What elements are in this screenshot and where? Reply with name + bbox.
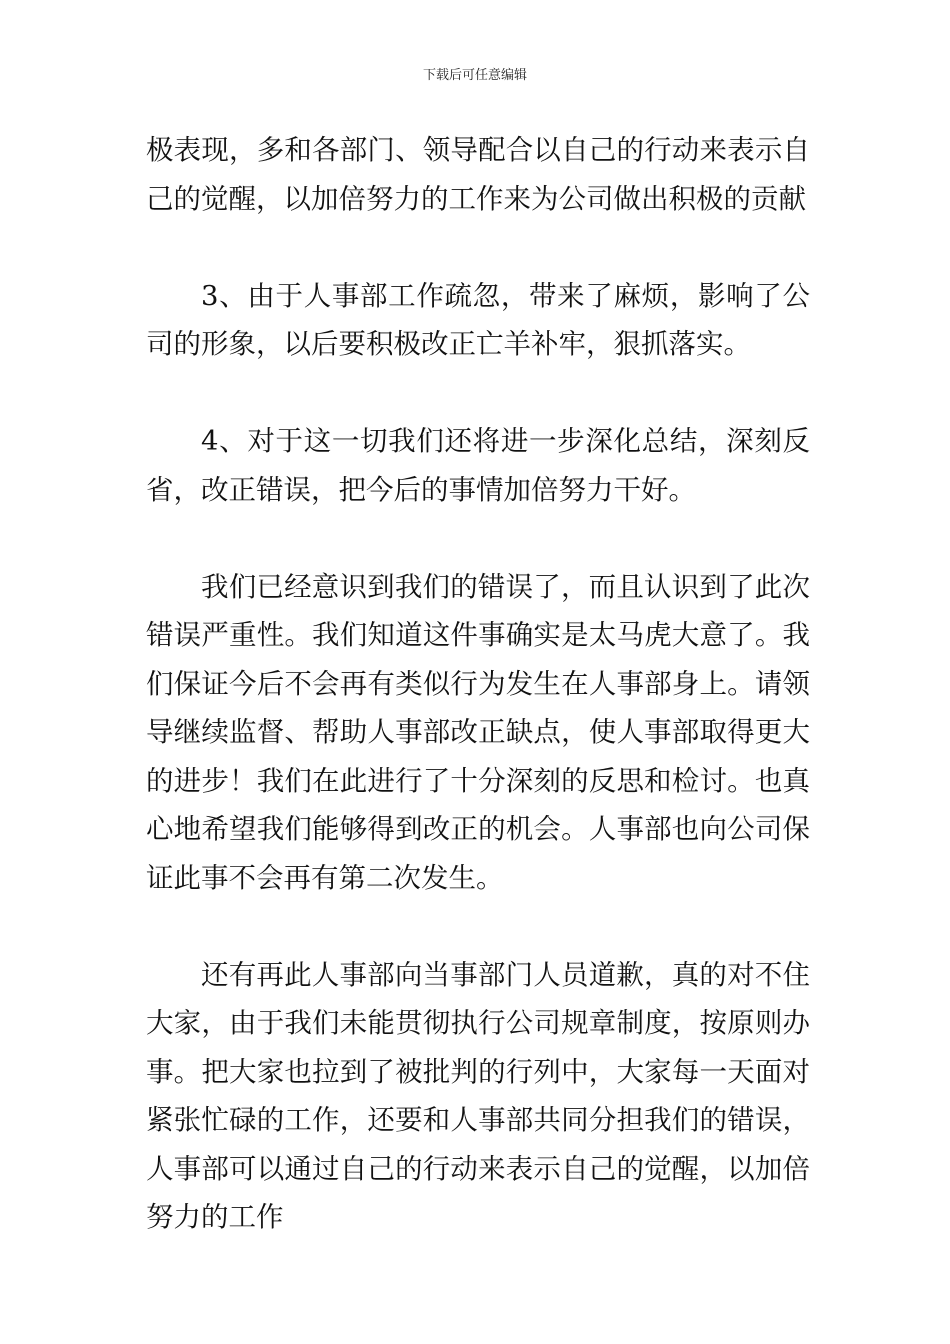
paragraph-4: 我们已经意识到我们的错误了，而且认识到了此次错误严重性。我们知道这件事确实是太马虎大意了。我们保证今后不会再有类似行为发生在人事部身上。请领导继续监督、帮助人事部改正缺点，使人事部取得更大的进步！我们在此进行了十分深刻的反思和检讨。也真心地希望我们能够得到改正的机会。人事部也向公司保证此事不会再有第二次发生。 (146, 570, 810, 894)
paragraph-gap (146, 514, 810, 563)
paragraph-5: 还有再此人事部向当事部门人员道歉，真的对不住大家，由于我们未能贯彻执行公司规章制度，按原则办事。把大家也拉到了被批判的行列中，大家每一天面对紧张忙碌的工作，还要和人事部共同分担我们的错误，人事部可以通过自己的行动来表示自己的觉醒，以加倍努力的工作 (146, 958, 810, 1233)
paragraph-gap (146, 902, 810, 951)
paragraph-2: 3、由于人事部工作疏忽，带来了麻烦，影响了公司的形象，以后要积极改正亡羊补牢，狠抓落实。 (146, 279, 810, 360)
paragraph-1: 极表现，多和各部门、领导配合以自己的行动来表示自己的觉醒，以加倍努力的工作来为公司做出积极的贡献 (146, 134, 810, 215)
paragraph-gap (146, 223, 810, 272)
paragraph-gap (146, 369, 810, 418)
page-header: 下载后可任意编辑 (422, 68, 527, 83)
document-body (146, 126, 810, 1242)
paragraph-3: 4、对于这一切我们还将进一步深化总结，深刻反省，改正错误，把今后的事情加倍努力干好。 (146, 425, 810, 506)
